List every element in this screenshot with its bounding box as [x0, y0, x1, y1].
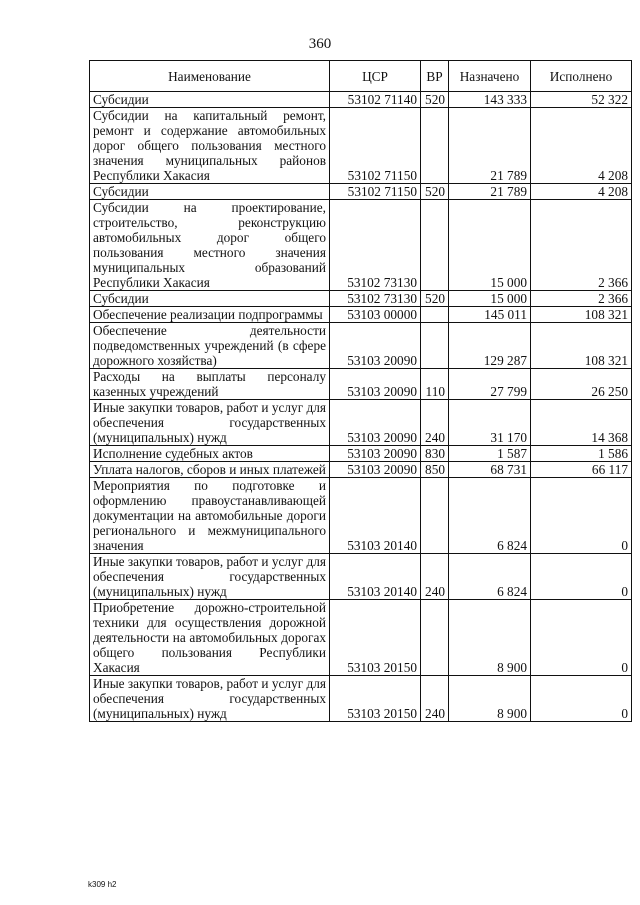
- cell-executed: 14 368: [531, 400, 632, 446]
- cell-vr: 520: [421, 184, 449, 200]
- table-header-row: [90, 61, 632, 92]
- cell-assigned: 15 000: [449, 200, 531, 291]
- cell-csr: 53103 20090: [330, 369, 421, 400]
- header-csr: ЦСР: [330, 61, 421, 92]
- table-row: [90, 92, 632, 108]
- header-executed: Исполнено: [531, 61, 632, 92]
- cell-csr: 53102 71140: [330, 92, 421, 108]
- cell-assigned: 8 900: [449, 676, 531, 722]
- table-row: [90, 600, 632, 676]
- cell-executed: 108 321: [531, 307, 632, 323]
- cell-csr: 53103 20090: [330, 462, 421, 478]
- cell-csr: 53103 20090: [330, 446, 421, 462]
- cell-assigned: 21 789: [449, 108, 531, 184]
- cell-vr: [421, 307, 449, 323]
- table-row: [90, 554, 632, 600]
- cell-csr: 53103 20140: [330, 554, 421, 600]
- cell-name: Иные закупки товаров, работ и услуг для обеспечения государственных (муниципальных) нужд: [90, 400, 330, 446]
- table-row: [90, 400, 632, 446]
- cell-executed: 4 208: [531, 184, 632, 200]
- cell-vr: 850: [421, 462, 449, 478]
- cell-executed: 1 586: [531, 446, 632, 462]
- header-name: Наименование: [90, 61, 330, 92]
- cell-executed: 0: [531, 478, 632, 554]
- cell-name: Иные закупки товаров, работ и услуг для обеспечения государственных (муниципальных) нужд: [90, 676, 330, 722]
- cell-name: Субсидии на проектирование, строительство, реконструкцию автомобильных дорог общего пользования местного значения муниципальных образований Республики Хакасия: [90, 200, 330, 291]
- cell-vr: 240: [421, 554, 449, 600]
- cell-executed: 0: [531, 600, 632, 676]
- cell-csr: 53103 20150: [330, 676, 421, 722]
- cell-vr: 830: [421, 446, 449, 462]
- cell-name: Исполнение судебных актов: [90, 446, 330, 462]
- cell-csr: 53103 20090: [330, 400, 421, 446]
- cell-csr: 53102 73130: [330, 291, 421, 307]
- cell-name: Расходы на выплаты персоналу казенных учреждений: [90, 369, 330, 400]
- cell-assigned: 68 731: [449, 462, 531, 478]
- cell-assigned: 143 333: [449, 92, 531, 108]
- cell-csr: 53103 20140: [330, 478, 421, 554]
- cell-assigned: 8 900: [449, 600, 531, 676]
- cell-vr: [421, 108, 449, 184]
- cell-name: Приобретение дорожно-строительной техники для осуществления дорожной деятельности на автомобильных дорогах общего пользования Республики Хакасия: [90, 600, 330, 676]
- cell-name: Мероприятия по подготовке и оформлению правоустанавливающей документации на автомобильные дороги регионального и межмуниципального значения: [90, 478, 330, 554]
- table-row: [90, 200, 632, 291]
- cell-executed: 2 366: [531, 291, 632, 307]
- cell-name: Обеспечение реализации подпрограммы: [90, 307, 330, 323]
- table-row: [90, 676, 632, 722]
- cell-assigned: 15 000: [449, 291, 531, 307]
- cell-csr: 53102 71150: [330, 108, 421, 184]
- cell-assigned: 1 587: [449, 446, 531, 462]
- cell-name: Уплата налогов, сборов и иных платежей: [90, 462, 330, 478]
- table-row: [90, 108, 632, 184]
- cell-vr: [421, 478, 449, 554]
- cell-name: Обеспечение деятельности подведомственных учреждений (в сфере дорожного хозяйства): [90, 323, 330, 369]
- table-row: [90, 323, 632, 369]
- page-number: 360: [308, 36, 332, 52]
- cell-csr: 53103 20090: [330, 323, 421, 369]
- table-row: [90, 184, 632, 200]
- cell-csr: 53102 73130: [330, 200, 421, 291]
- budget-table: [89, 60, 632, 722]
- cell-executed: 4 208: [531, 108, 632, 184]
- header-assigned: Назначено: [449, 61, 531, 92]
- cell-name: Субсидии: [90, 184, 330, 200]
- cell-assigned: 31 170: [449, 400, 531, 446]
- table-row: [90, 462, 632, 478]
- table-row: [90, 307, 632, 323]
- cell-name: Субсидии: [90, 291, 330, 307]
- cell-assigned: 145 011: [449, 307, 531, 323]
- cell-vr: 240: [421, 676, 449, 722]
- cell-vr: 240: [421, 400, 449, 446]
- cell-vr: [421, 200, 449, 291]
- table-row: [90, 369, 632, 400]
- cell-csr: 53103 00000: [330, 307, 421, 323]
- cell-executed: 26 250: [531, 369, 632, 400]
- cell-vr: 110: [421, 369, 449, 400]
- cell-vr: [421, 600, 449, 676]
- cell-executed: 0: [531, 554, 632, 600]
- table-row: [90, 478, 632, 554]
- cell-assigned: 6 824: [449, 554, 531, 600]
- cell-executed: 108 321: [531, 323, 632, 369]
- cell-csr: 53102 71150: [330, 184, 421, 200]
- cell-assigned: 21 789: [449, 184, 531, 200]
- footer-code: k309 h2: [88, 880, 117, 889]
- cell-vr: [421, 323, 449, 369]
- cell-name: Иные закупки товаров, работ и услуг для обеспечения государственных (муниципальных) нужд: [90, 554, 330, 600]
- header-vr: ВР: [421, 61, 449, 92]
- cell-executed: 66 117: [531, 462, 632, 478]
- cell-executed: 2 366: [531, 200, 632, 291]
- cell-assigned: 27 799: [449, 369, 531, 400]
- table-row: [90, 291, 632, 307]
- cell-name: Субсидии на капитальный ремонт, ремонт и содержание автомобильных дорог общего пользования местного значения муниципальных районов Республики Хакасия: [90, 108, 330, 184]
- table-row: [90, 446, 632, 462]
- cell-csr: 53103 20150: [330, 600, 421, 676]
- cell-assigned: 129 287: [449, 323, 531, 369]
- cell-name: Субсидии: [90, 92, 330, 108]
- cell-executed: 0: [531, 676, 632, 722]
- cell-assigned: 6 824: [449, 478, 531, 554]
- cell-vr: 520: [421, 92, 449, 108]
- cell-vr: 520: [421, 291, 449, 307]
- cell-executed: 52 322: [531, 92, 632, 108]
